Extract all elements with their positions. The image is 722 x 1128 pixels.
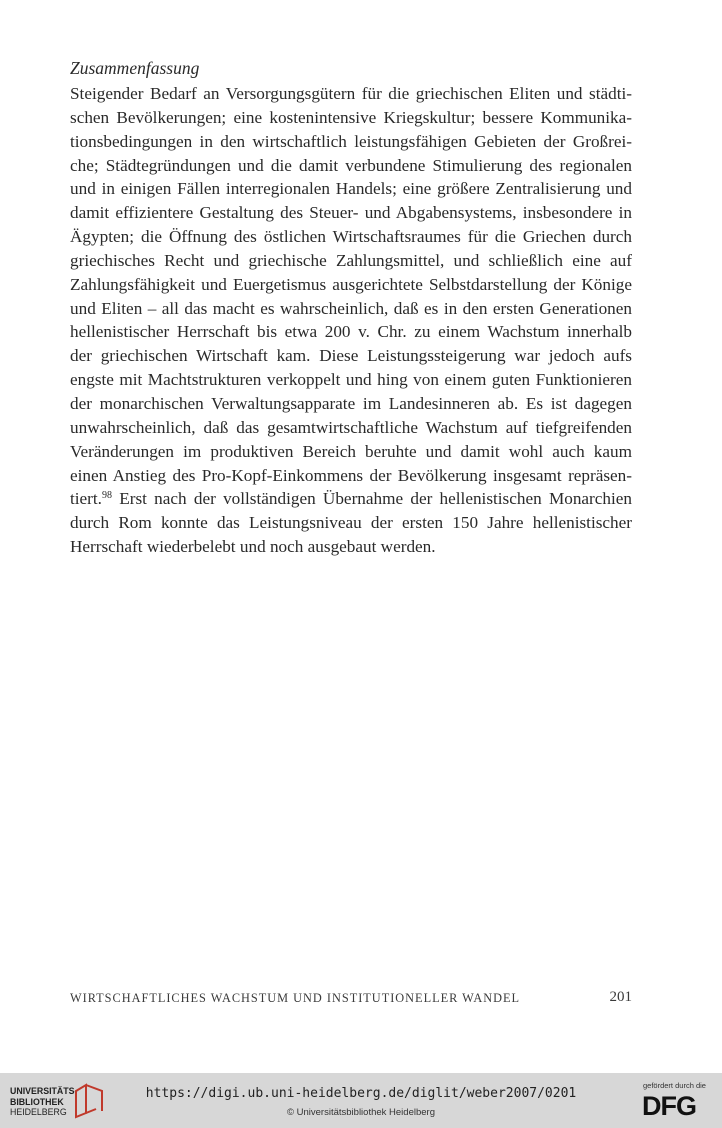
library-name-line2: BIBLIOTHEK (10, 1096, 64, 1107)
text-line: che; Städtegründungen und die damit verbundene Stimulierung des regionalen (70, 155, 632, 175)
section-heading: Zusammenfassung (70, 58, 200, 78)
text-line: tionsbedingungen in den wirtschaftlich leistungsfähigen Gebieten der Großrei- (70, 131, 632, 151)
text-line: und in einigen Fällen interregionalen Handels; eine größere Zentralisierung und (70, 179, 632, 199)
page-number: 201 (609, 989, 632, 1005)
dfg-logo[interactable] (640, 1081, 712, 1123)
text-line: Ägypten; die Öffnung des östlichen Wirtschaftsraumes für die Griechen durch (70, 227, 632, 247)
text-line: Zahlungsfähigkeit und Euergetismus ausgerichtete Selbstdarstellung der Könige (70, 274, 632, 294)
dfg-wordmark: DFG (642, 1091, 696, 1121)
footnote-reference[interactable]: 98 (101, 490, 112, 502)
text-line: einen Anstieg des Pro-Kopf-Einkommens der Bevölkerung insgesamt repräsen- (70, 465, 632, 485)
library-name-line3: HEIDELBERG (10, 1107, 67, 1118)
text-line: und Eliten – all das macht es wahrscheinlich, daß es in den ersten Generationen (70, 298, 632, 318)
text-line: griechisches Recht und griechische Zahlungsmittel, und schließlich eine auf (70, 250, 632, 270)
text-line: engste mit Machtstrukturen verkoppelt und hing von einem guten Funktionieren (70, 370, 632, 390)
paragraph-lines (70, 82, 632, 487)
text-line-footnote (70, 487, 632, 511)
text-line: Veränderungen im produktiven Bereich beruhte und damit wohl auch kaum (70, 441, 632, 461)
text-before-footnote: tiert. (70, 489, 102, 509)
library-name-line1: UNIVERSITÄTS- (10, 1086, 78, 1096)
text-line: Steigender Bedarf an Versorgungsgütern für die griechischen Eliten und städti- (70, 84, 632, 103)
text-line: der monarchischen Verwaltungsapparate im Landesinneren ab. Es ist dagegen (70, 393, 632, 413)
viewer-footer-bar (0, 1073, 722, 1128)
dfg-caption: gefördert durch die (643, 1081, 706, 1090)
text-line: unwahrscheinlich, daß das gesamtwirtschaftliche Wachstum auf tiefgreifenden (70, 417, 632, 437)
page-url-link[interactable]: https://digi.ub.uni-heidelberg.de/diglit/weber2007/0201 (145, 1086, 577, 1101)
text-after-footnote: Erst nach der vollständigen Übernahme der hellenistischen Monarchien (111, 489, 632, 509)
text-line: durch Rom konnte das Leistungsniveau der ersten 150 Jahre hellenistischer (70, 513, 632, 533)
copyright-notice: © Universitätsbibliothek Heidelberg (287, 1107, 435, 1118)
text-line: damit effizientere Gestaltung des Steuer- und Abgabensystems, insbesondere in (70, 203, 632, 223)
text-line: schen Bevölkerungen; eine kostenintensive Kriegskultur; bessere Kommunika- (70, 107, 632, 127)
text-line: hellenistischer Herrschaft bis etwa 200 v. Chr. zu einem Wachstum innerhalb (70, 322, 632, 342)
running-footer: WIRTSCHAFTLICHES WACHSTUM UND INSTITUTIONELLER WANDEL (70, 991, 521, 1005)
text-line: der griechischen Wirtschaft kam. Diese Leistungssteigerung war jedoch aufs (70, 346, 632, 366)
closing-lines (70, 511, 632, 559)
body-paragraph (70, 82, 632, 559)
text-line: Herrschaft wiederbelebt und noch ausgebaut werden. (70, 537, 436, 557)
